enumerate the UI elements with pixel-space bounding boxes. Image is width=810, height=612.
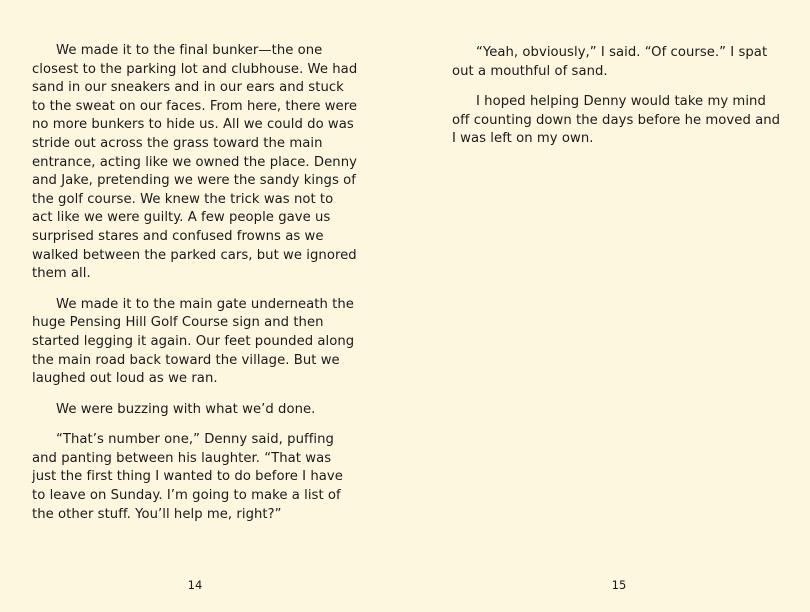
left-page-text (32, 42, 358, 536)
right-page-text (452, 44, 782, 161)
paragraph: “Yeah, obviously,” I said. “Of course.” I spat out a mouthful of sand. (452, 45, 768, 79)
page-number: 15 (611, 578, 627, 592)
paragraph: We were buzzing with what we’d done. (56, 401, 316, 417)
right-page (405, 0, 810, 612)
paragraph: “That’s number one,” Denny said, puffing and panting between his laughter. “That was just the first thing I wanted to do before I have to leave on Sunday. I’m going to make a list of the other stuff. You’ll help me, right?” (32, 432, 343, 522)
paragraph: I hoped helping Denny would take my mind off counting down the days before he moved and I was left on my own. (452, 94, 781, 147)
page-number: 14 (187, 578, 203, 592)
paragraph: We made it to the final bunker—the one closest to the parking lot and clubhouse. We had sand in our sneakers and in our ears and stuck to the sweat on our faces. From here, there were no more bunkers to hide us. All we could do was stride out across the grass toward the main entrance, acting like we owned the place. Denny and Jake, pretending we were the sandy kings of the golf course. We knew the trick was not to act like we were guilty. A few people gave us surprised stares and confused frowns as we walked between the parked cars, but we ignored them all. (32, 43, 358, 282)
paragraph: We made it to the main gate underneath the huge Pensing Hill Golf Course sign and then started legging it again. Our feet pounded along the main road back toward the village. But we laughed out loud as we ran. (32, 296, 355, 387)
